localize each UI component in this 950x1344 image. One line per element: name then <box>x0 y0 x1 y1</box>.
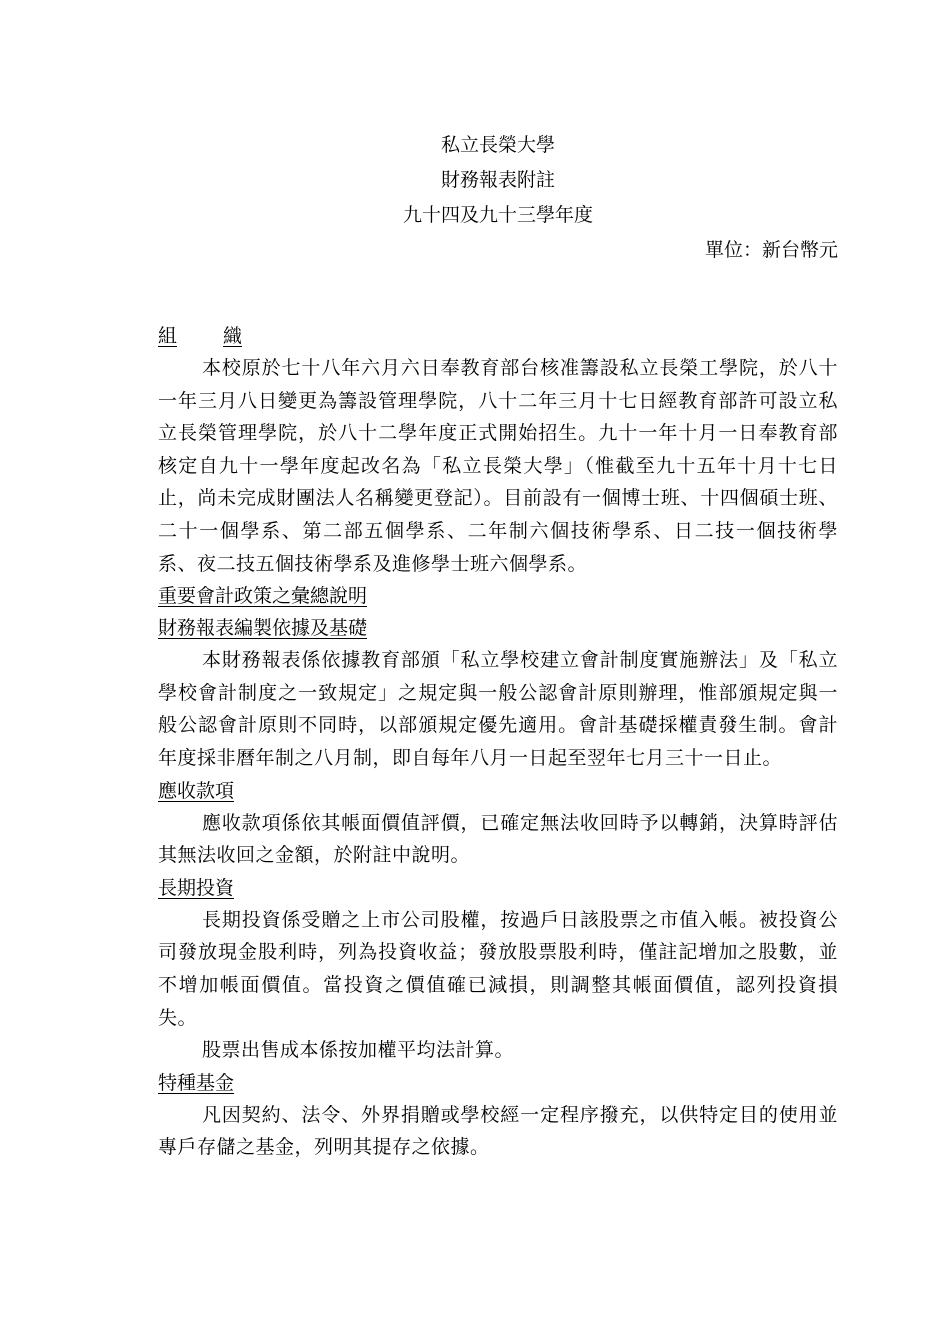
long-term-investment-paragraph: 長期投資係受贈之上市公司股權，按過戶日該股票之市值入帳。被投資公司發放現金股利時，列為投資收益；發放股票股利時，僅註記增加之股數，並不增加帳面價值。當投資之價值確已減損，則調整其帳面價值，認列投資損失。 <box>158 908 838 1029</box>
organization-heading <box>158 320 242 352</box>
long-term-investment-heading: 長期投資 <box>158 876 235 899</box>
organization-paragraph: 本校原於七十八年六月六日奉教育部台核准籌設私立長榮工學院，於八十一年三月八日變更為籌設管理學院，八十二年三月十七日經教育部許可設立私立長榮管理學院，於八十二學年度正式開始招生。九十一年十月一日奉教育部核定自九十一學年度起改名為「私立長榮大學」（惟截至九十五年十月十七日止，尚未完成財團法人名稱變更登記）。目前設有一個博士班、十四個碩士班、二十一個學系、第二部五個學系、二年制六個技術學系、日二技一個技術學系、夜二技五個技術學系及進修學士班六個學系。 <box>158 357 838 575</box>
special-funds-heading-row <box>158 1067 838 1099</box>
heading-gap <box>177 320 223 352</box>
report-title: 財務報表附註 <box>440 169 555 191</box>
organization-heading-right: 織 <box>223 325 243 347</box>
organization-title: 私立長榮大學 <box>440 134 555 156</box>
special-funds-paragraph: 凡因契約、法令、外界捐贈或學校經一定程序撥充，以供特定目的使用並專戶存儲之基金，列明其提存之依據。 <box>158 1103 838 1159</box>
receivables-heading: 應收款項 <box>158 779 235 802</box>
organization-heading-row <box>158 320 838 352</box>
long-term-investment-heading-row <box>158 872 838 904</box>
receivables-paragraph: 應收款項係依其帳面價值評價，已確定無法收回時予以轉銷，決算時評估其無法收回之金額，於附註中說明。 <box>158 811 838 867</box>
basis-paragraph: 本財務報表係依據教育部頒「私立學校建立會計制度實施辦法」及「私立學校會計制度之一致規定」之規定與一般公認會計原則辦理，惟部頒規定與一般公認會計原則不同時，以部頒規定優先適用。會計基礎採權責發生制。會計年度採非曆年制之八月制，即自每年八月一日起至翌年七月三十一日止。 <box>158 649 838 769</box>
basis-heading-row <box>158 612 838 644</box>
document-header <box>158 128 838 233</box>
organization-heading-left: 組 <box>158 325 178 347</box>
period-title: 九十四及九十三學年度 <box>402 204 593 226</box>
special-funds-heading: 特種基金 <box>158 1071 235 1094</box>
stock-cost-paragraph: 股票出售成本係按加權平均法計算。 <box>202 1039 515 1062</box>
currency-unit: 單位：新台幣元 <box>704 239 838 261</box>
header-spacer <box>158 268 838 320</box>
policy-summary-heading: 重要會計政策之彙總說明 <box>158 585 368 608</box>
policy-summary-heading-row <box>158 580 838 612</box>
document-page <box>158 128 838 1164</box>
receivables-heading-row <box>158 775 838 807</box>
basis-heading: 財務報表編製依據及基礎 <box>158 617 368 640</box>
